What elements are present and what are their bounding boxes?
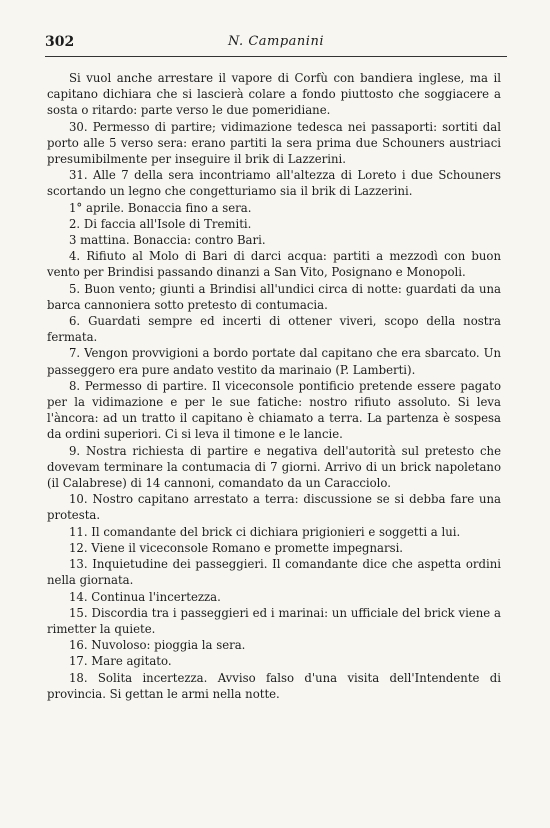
- paragraph: 14. Continua l'incertezza.: [69, 589, 221, 604]
- paragraph: 31. Alle 7 della sera incontriamo all'altezza di Loreto i due Schouners scortando un legno che congetturiamo sia il brik di Lazzerini.: [47, 168, 501, 199]
- header-rule: [45, 56, 507, 57]
- paragraph: 16. Nuvoloso: pioggia la sera.: [69, 638, 246, 653]
- paragraph: 5. Buon vento; giunti a Brindisi all'undici circa di notte: guardati da una barca cannoniera sotto pretesto di contumacia.: [47, 281, 501, 312]
- paragraph: 1° aprile. Bonaccia fino a sera.: [69, 200, 252, 215]
- page-body: [47, 70, 501, 702]
- paragraph: 18. Solita incertezza. Avviso falso d'una visita dell'Intendente di provincia. Si gettan le armi nella notte.: [47, 670, 501, 701]
- paragraph: 30. Permesso di partire; vidimazione tedesca nei passaporti: sortiti dal porto alle 5 verso sera: erano partiti la sera prima due Schouners austriaci presumibilmente per inseguire il brik di Lazzerini.: [47, 119, 501, 167]
- paragraph: 10. Nostro capitano arrestato a terra: discussione se si debba fare una protesta.: [47, 492, 501, 523]
- paragraph: 6. Guardati sempre ed incerti di ottener viveri, scopo della nostra fermata.: [47, 314, 501, 345]
- paragraph: 13. Inquietudine dei passeggieri. Il comandante dice che aspetta ordini nella giornata.: [47, 557, 501, 588]
- paragraph: 3 mattina. Bonaccia: contro Bari.: [69, 233, 266, 248]
- paragraph: 2. Di faccia all'Isole di Tremiti.: [69, 216, 252, 231]
- running-title: N. Campanini: [228, 34, 324, 49]
- paragraph: 4. Rifiuto al Molo di Bari di darci acqua: partiti a mezzodì con buon vento per Brindisi passando dinanzi a San Vito, Posignano e Monopoli.: [47, 249, 501, 280]
- paragraph: 12. Viene il viceconsole Romano e promette impegnarsi.: [69, 540, 404, 555]
- paragraph: 11. Il comandante del brick ci dichiara prigionieri e soggetti a lui.: [69, 524, 461, 539]
- paragraph: 7. Vengon provvigioni a bordo portate dal capitano che era sbarcato. Un passeggero era pure andato vestito da marinaio (P. Lamberti).: [47, 346, 501, 377]
- paragraph: Si vuol anche arrestare il vapore di Corfù con bandiera inglese, ma il capitano dichiara che si lascierà colare a fondo piuttosto che soggiacere a sosta o ritardo: parte verso le due pomeridiane.: [47, 71, 501, 118]
- paragraph: 15. Discordia tra i passeggieri ed i marinai: un ufficiale del brick viene a rimetter la quiete.: [47, 605, 501, 636]
- paragraph: 9. Nostra richiesta di partire e negativa dell'autorità sul pretesto che dovevam terminare la contumacia di 7 giorni. Arrivo di un brick napoletano (il Calabrese) di 14 cannoni, comandato da un Caracciolo.: [47, 443, 501, 491]
- page-number: 302: [45, 34, 75, 50]
- paragraph: 8. Permesso di partire. Il viceconsole pontificio pretende essere pagato per la vidimazione e per le sue fatiche: nostro rifiuto assoluto. Si leva l'àncora: ad un tratto il capitano è chiamato a terra. La partenza è sospesa da ordini superiori. Ci si leva il timone e le lancie.: [47, 378, 501, 442]
- page-header: [45, 34, 507, 54]
- paragraph: 17. Mare agitato.: [69, 654, 172, 669]
